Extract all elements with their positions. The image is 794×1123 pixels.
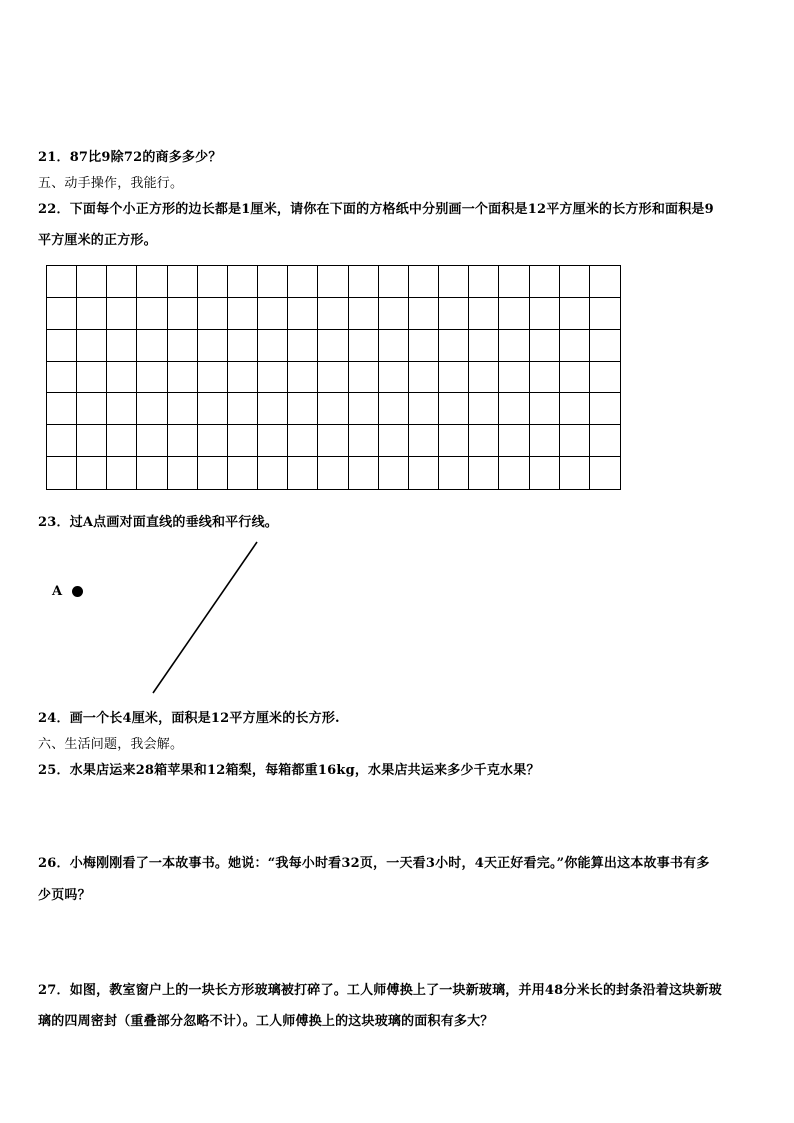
question-22-line-2: 平方厘米的正方形。 bbox=[38, 233, 157, 248]
question-23: 23．过A点画对面直线的垂线和平行线。 bbox=[38, 515, 278, 530]
question-27-line-2: 璃的四周密封（重叠部分忽略不计）。工人师傅换上的这块玻璃的面积有多大？ bbox=[38, 1014, 494, 1029]
question-26-line-2: 少页吗？ bbox=[38, 888, 91, 903]
question-27-line-1: 27．如图，教室窗户上的一块长方形玻璃被打碎了。工人师傅换上了一块新玻璃，并用48分米长的封条沿着这块新玻 bbox=[38, 983, 722, 998]
slanted-line bbox=[153, 542, 257, 693]
section-5-heading: 五、动手操作，我能行。 bbox=[38, 176, 184, 191]
question-21: 21．87比9除72的商多多少？ bbox=[38, 150, 222, 165]
question-24: 24．画一个长4厘米，面积是12平方厘米的长方形. bbox=[38, 711, 340, 726]
question-22-line-1: 22．下面每个小正方形的边长都是1厘米，请你在下面的方格纸中分别画一个面积是12平方厘米的长方形和面积是9 bbox=[38, 202, 714, 217]
question-25: 25．水果店运来28箱苹果和12箱梨，每箱都重16kg，水果店共运来多少千克水果？ bbox=[38, 763, 540, 778]
section-6-heading: 六、生活问题，我会解。 bbox=[38, 737, 184, 752]
point-a-label: A bbox=[52, 584, 63, 599]
question-26-line-1: 26．小梅刚刚看了一本故事书。她说：“我每小时看32页，一天看3小时，4天正好看完。”你能算出这本故事书有多 bbox=[38, 856, 710, 871]
